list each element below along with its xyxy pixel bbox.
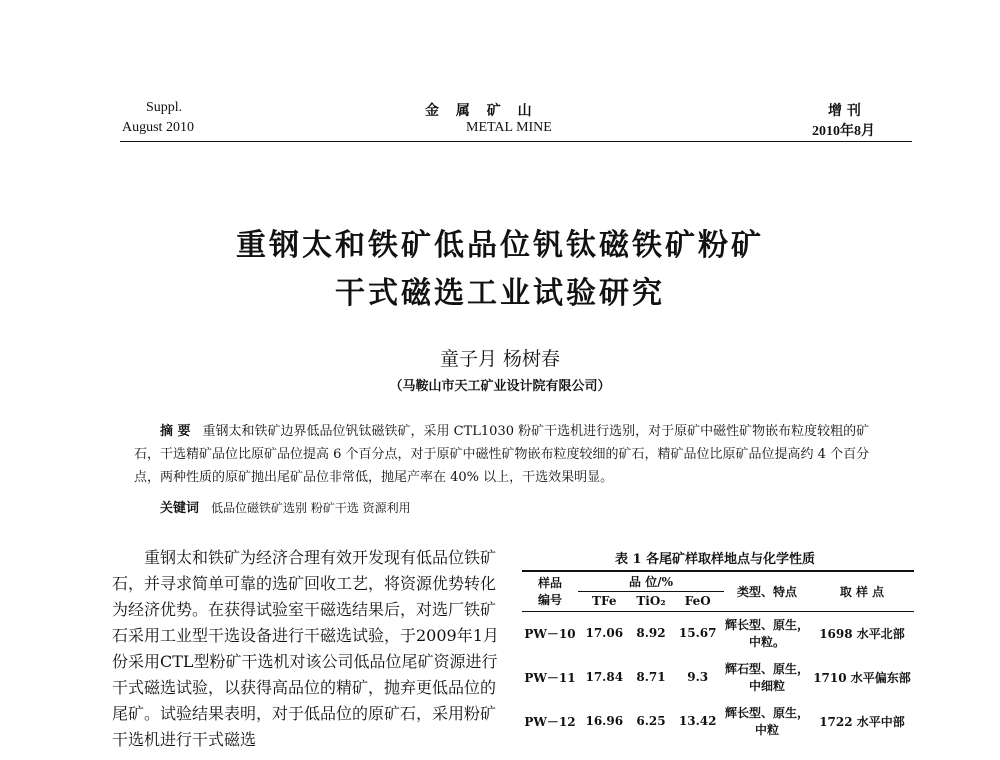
abstract-label: 摘 要 [160, 424, 191, 439]
cell-type: 辉石型、原生，中细粒 [724, 662, 809, 693]
journal-name-en: METAL MINE [466, 120, 552, 135]
header-suppl: Suppl. [146, 100, 183, 115]
col-location: 取 样 点 [810, 571, 914, 611]
col-sample-l2: 编号 [537, 593, 562, 608]
cell-feo: 9.3 [687, 670, 709, 684]
cell-tfe: 16.96 [585, 714, 624, 728]
cell-tfe: 17.06 [585, 626, 624, 641]
cell-feo: 15.67 [678, 626, 717, 641]
col-tio2: TiO₂ [631, 591, 672, 611]
table-row [522, 699, 914, 743]
cell-id: PW－11 [524, 670, 576, 685]
body-paragraph: 重钢太和铁矿为经济合理有效开发现有低品位铁矿石，并寻求简单可靠的选矿回收工艺，将资源优势转化为经济优势。在获得试验室干磁选结果后，对选厂铁矿石采用工业型干选设备进行干磁选试验，于2009年1月份采用CTL型粉矿干选机对该公司低品位尾矿资源进行干式磁选试验，以获得高品位的精矿，抛弃更低品位的尾矿。试验结果表明，对于低品位的原矿石，采用粉矿干选机进行干式磁选 [112, 548, 499, 749]
cell-type: 辉长型、原生，中粒 [724, 706, 809, 737]
cell-feo: 13.42 [678, 714, 717, 728]
affiliation: （马鞍山市天工矿业设计院有限公司） [389, 379, 611, 394]
header-date: August 2010 [122, 120, 194, 135]
header-supplement-cn: 增 刊 [828, 103, 861, 119]
col-type: 类型、特点 [724, 571, 810, 611]
cell-id: PW－12 [524, 714, 576, 729]
col-sample [522, 571, 578, 611]
col-grade: 品 位/% [578, 571, 724, 591]
col-sample-l1: 样品 [537, 576, 562, 591]
journal-name-cn: 金 属 矿 山 [425, 103, 538, 119]
cell-tfe: 17.84 [585, 670, 624, 684]
body-column [112, 545, 502, 753]
cell-tio2: 6.25 [636, 714, 666, 728]
paper-title-line1: 重钢太和铁矿低品位钒钛磁铁矿粉矿 [236, 228, 764, 263]
abstract [134, 420, 884, 489]
cell-location: 1698 水平北部 [819, 626, 905, 641]
abstract-text: 重钢太和铁矿边界低品位钒钛磁铁矿，采用 CTL1030 粉矿干选机进行选别，对于原矿中磁性矿物嵌布粒度较粗的矿石，干选精矿品位比原矿品位提高 6 个百分点，对于原矿中磁性矿物嵌布粒度较细的矿石，精矿品位比原矿品位提高约 4 个百分点，两种性质的原矿抛出尾矿品位非常低，抛尾产率在 40% 以上，干选效果明显。 [134, 424, 870, 485]
sample-table [522, 570, 914, 743]
keywords [160, 497, 411, 516]
cell-tio2: 8.92 [636, 626, 666, 641]
col-tfe: TFe [578, 591, 631, 611]
keywords-text: 低品位磁铁矿选别 粉矿干选 资源利用 [211, 501, 411, 515]
cell-location: 1710 水平偏东部 [813, 670, 911, 685]
authors: 童子月 杨树春 [439, 348, 561, 370]
cell-id: PW－10 [524, 626, 576, 641]
cell-tio2: 8.71 [636, 670, 666, 684]
table-row [522, 655, 914, 699]
col-feo: FeO [671, 591, 724, 611]
table-caption: 表 1 各尾矿样取样地点与化学性质 [614, 552, 816, 567]
paper-title-line2: 干式磁选工业试验研究 [335, 276, 665, 311]
header-date-cn: 2010年8月 [812, 124, 875, 139]
table-row [522, 611, 914, 655]
header-rule [120, 141, 912, 142]
cell-type: 辉长型、原生，中粒。 [724, 618, 809, 650]
keywords-label: 关键词 [160, 501, 200, 516]
cell-location: 1722 水平中部 [819, 714, 905, 729]
